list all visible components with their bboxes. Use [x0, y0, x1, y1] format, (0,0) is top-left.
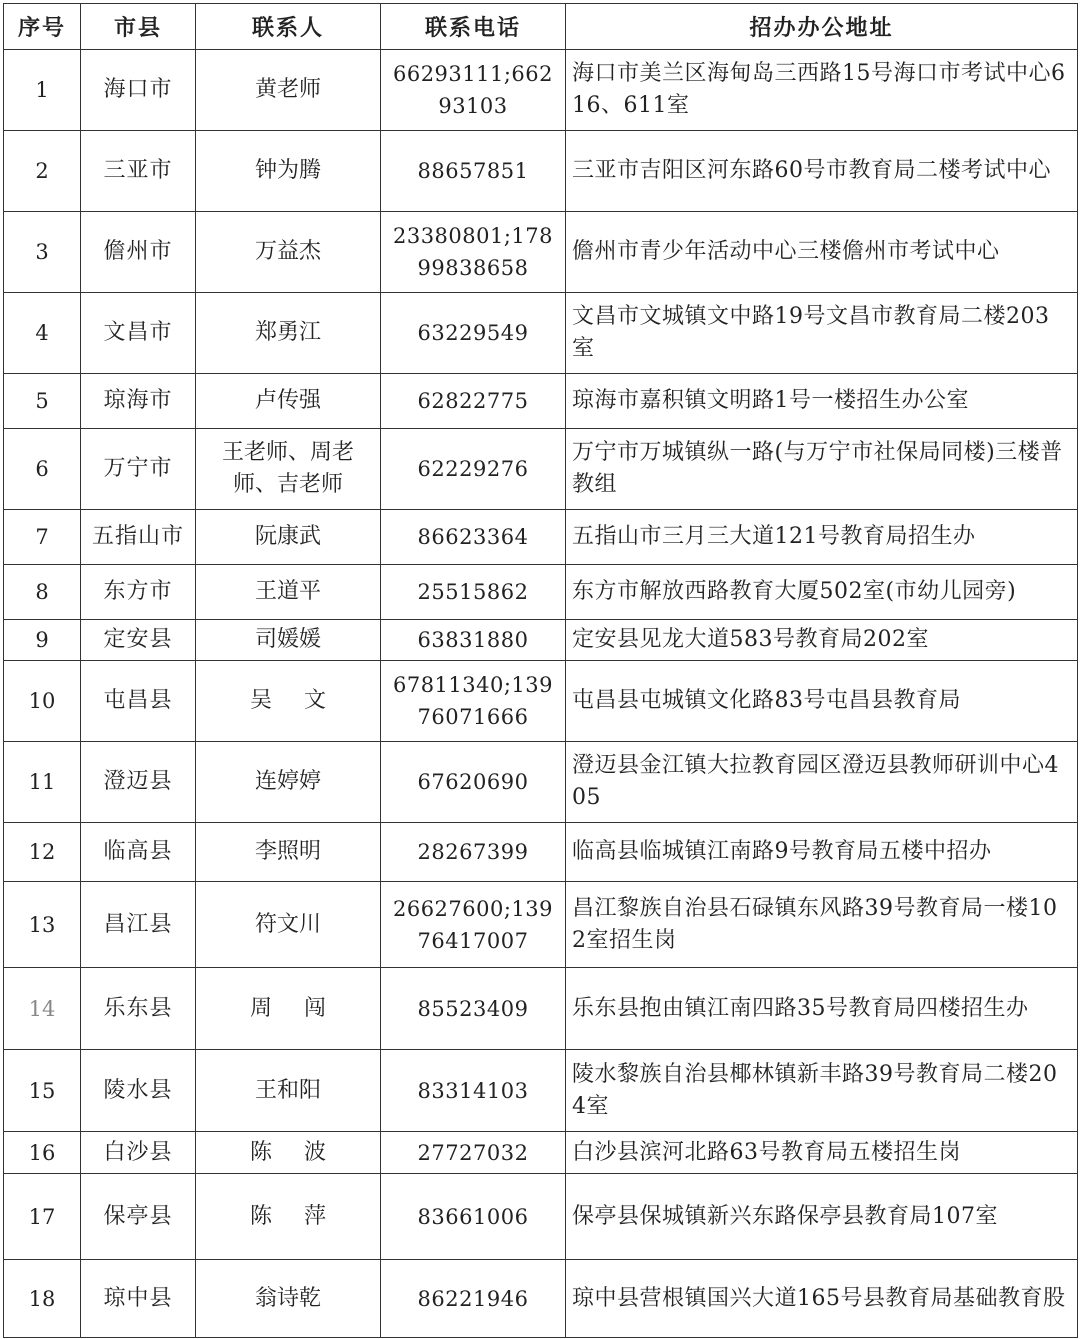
row-index: 16: [4, 1132, 81, 1174]
row-city: 定安县: [81, 620, 196, 661]
row-phone: 62229276: [381, 429, 566, 510]
table-row: [4, 620, 1078, 661]
row-index: 3: [4, 212, 81, 293]
row-address: 琼海市嘉积镇文明路1号一楼招生办公室: [566, 374, 1078, 429]
row-index: 9: [4, 620, 81, 661]
row-index: 12: [4, 823, 81, 882]
row-index: 13: [4, 882, 81, 968]
table-row: [4, 1260, 1078, 1338]
row-city: 澄迈县: [81, 742, 196, 823]
row-address: 文昌市文城镇文中路19号文昌市教育局二楼203室: [566, 293, 1078, 374]
row-phone: 67620690: [381, 742, 566, 823]
table-row: [4, 1050, 1078, 1132]
row-contact: 翁诗乾: [196, 1260, 381, 1338]
table-row: [4, 1174, 1078, 1260]
row-city: 保亭县: [81, 1174, 196, 1260]
row-city: 琼中县: [81, 1260, 196, 1338]
row-index: 2: [4, 131, 81, 212]
row-address: 三亚市吉阳区河东路60号市教育局二楼考试中心: [566, 131, 1078, 212]
row-phone: 66293111;66293103: [381, 50, 566, 131]
header-phone: 联系电话: [381, 4, 566, 50]
table-row: [4, 661, 1078, 742]
row-phone: 28267399: [381, 823, 566, 882]
row-index: 8: [4, 565, 81, 620]
row-address: 万宁市万城镇纵一路(与万宁市社保局同楼)三楼普教组: [566, 429, 1078, 510]
table-row: [4, 968, 1078, 1050]
row-index: 11: [4, 742, 81, 823]
row-index: 14: [4, 968, 81, 1050]
row-contact: 陈波: [196, 1132, 381, 1174]
table-header-row: [4, 4, 1078, 50]
header-contact: 联系人: [196, 4, 381, 50]
row-city: 白沙县: [81, 1132, 196, 1174]
table-row: [4, 742, 1078, 823]
row-phone: 63229549: [381, 293, 566, 374]
row-contact: 周闯: [196, 968, 381, 1050]
header-city: 市县: [81, 4, 196, 50]
row-address: 白沙县滨河北路63号教育局五楼招生岗: [566, 1132, 1078, 1174]
row-phone: 67811340;13976071666: [381, 661, 566, 742]
row-contact: 阮康武: [196, 510, 381, 565]
table-row: [4, 212, 1078, 293]
table-row: [4, 565, 1078, 620]
row-city: 文昌市: [81, 293, 196, 374]
table-row: [4, 882, 1078, 968]
row-address: 昌江黎族自治县石碌镇东风路39号教育局一楼102室招生岗: [566, 882, 1078, 968]
row-contact: 司媛媛: [196, 620, 381, 661]
row-index: 5: [4, 374, 81, 429]
row-phone: 26627600;13976417007: [381, 882, 566, 968]
row-contact: 连婷婷: [196, 742, 381, 823]
row-contact: 万益杰: [196, 212, 381, 293]
row-address: 海口市美兰区海甸岛三西路15号海口市考试中心616、611室: [566, 50, 1078, 131]
row-city: 陵水县: [81, 1050, 196, 1132]
row-contact: 李照明: [196, 823, 381, 882]
row-city: 东方市: [81, 565, 196, 620]
contact-table: [3, 3, 1078, 1338]
row-city: 儋州市: [81, 212, 196, 293]
row-phone: 85523409: [381, 968, 566, 1050]
row-city: 昌江县: [81, 882, 196, 968]
row-contact: 符文川: [196, 882, 381, 968]
row-city: 万宁市: [81, 429, 196, 510]
row-phone: 62822775: [381, 374, 566, 429]
row-contact: 郑勇江: [196, 293, 381, 374]
row-index: 1: [4, 50, 81, 131]
row-city: 五指山市: [81, 510, 196, 565]
row-contact: 王道平: [196, 565, 381, 620]
row-contact: 王和阳: [196, 1050, 381, 1132]
table-row: [4, 823, 1078, 882]
table-row: [4, 131, 1078, 212]
table-row: [4, 50, 1078, 131]
row-phone: 88657851: [381, 131, 566, 212]
header-index: 序号: [4, 4, 81, 50]
header-address: 招办办公地址: [566, 4, 1078, 50]
row-address: 乐东县抱由镇江南四路35号教育局四楼招生办: [566, 968, 1078, 1050]
row-city: 琼海市: [81, 374, 196, 429]
row-address: 琼中县营根镇国兴大道165号县教育局基础教育股: [566, 1260, 1078, 1338]
row-index: 15: [4, 1050, 81, 1132]
row-address: 定安县见龙大道583号教育局202室: [566, 620, 1078, 661]
row-contact: 卢传强: [196, 374, 381, 429]
row-contact: 王老师、周老师、吉老师: [196, 429, 381, 510]
row-phone: 83661006: [381, 1174, 566, 1260]
row-phone: 86221946: [381, 1260, 566, 1338]
row-phone: 86623364: [381, 510, 566, 565]
row-city: 屯昌县: [81, 661, 196, 742]
table-row: [4, 293, 1078, 374]
row-city: 海口市: [81, 50, 196, 131]
row-phone: 27727032: [381, 1132, 566, 1174]
row-index: 10: [4, 661, 81, 742]
row-address: 临高县临城镇江南路9号教育局五楼中招办: [566, 823, 1078, 882]
row-address: 儋州市青少年活动中心三楼儋州市考试中心: [566, 212, 1078, 293]
table-row: [4, 374, 1078, 429]
row-phone: 25515862: [381, 565, 566, 620]
row-city: 乐东县: [81, 968, 196, 1050]
row-index: 17: [4, 1174, 81, 1260]
row-contact: 陈萍: [196, 1174, 381, 1260]
row-index: 7: [4, 510, 81, 565]
row-phone: 83314103: [381, 1050, 566, 1132]
table-row: [4, 429, 1078, 510]
row-address: 五指山市三月三大道121号教育局招生办: [566, 510, 1078, 565]
row-contact: 黄老师: [196, 50, 381, 131]
row-address: 保亭县保城镇新兴东路保亭县教育局107室: [566, 1174, 1078, 1260]
row-phone: 23380801;17899838658: [381, 212, 566, 293]
row-index: 18: [4, 1260, 81, 1338]
row-city: 临高县: [81, 823, 196, 882]
row-index: 4: [4, 293, 81, 374]
table-row: [4, 510, 1078, 565]
row-address: 屯昌县屯城镇文化路83号屯昌县教育局: [566, 661, 1078, 742]
row-contact: 钟为腾: [196, 131, 381, 212]
row-index: 6: [4, 429, 81, 510]
row-phone: 63831880: [381, 620, 566, 661]
row-address: 陵水黎族自治县椰林镇新丰路39号教育局二楼204室: [566, 1050, 1078, 1132]
row-address: 东方市解放西路教育大厦502室(市幼儿园旁): [566, 565, 1078, 620]
row-contact: 吴文: [196, 661, 381, 742]
table-row: [4, 1132, 1078, 1174]
row-address: 澄迈县金江镇大拉教育园区澄迈县教师研训中心405: [566, 742, 1078, 823]
row-city: 三亚市: [81, 131, 196, 212]
